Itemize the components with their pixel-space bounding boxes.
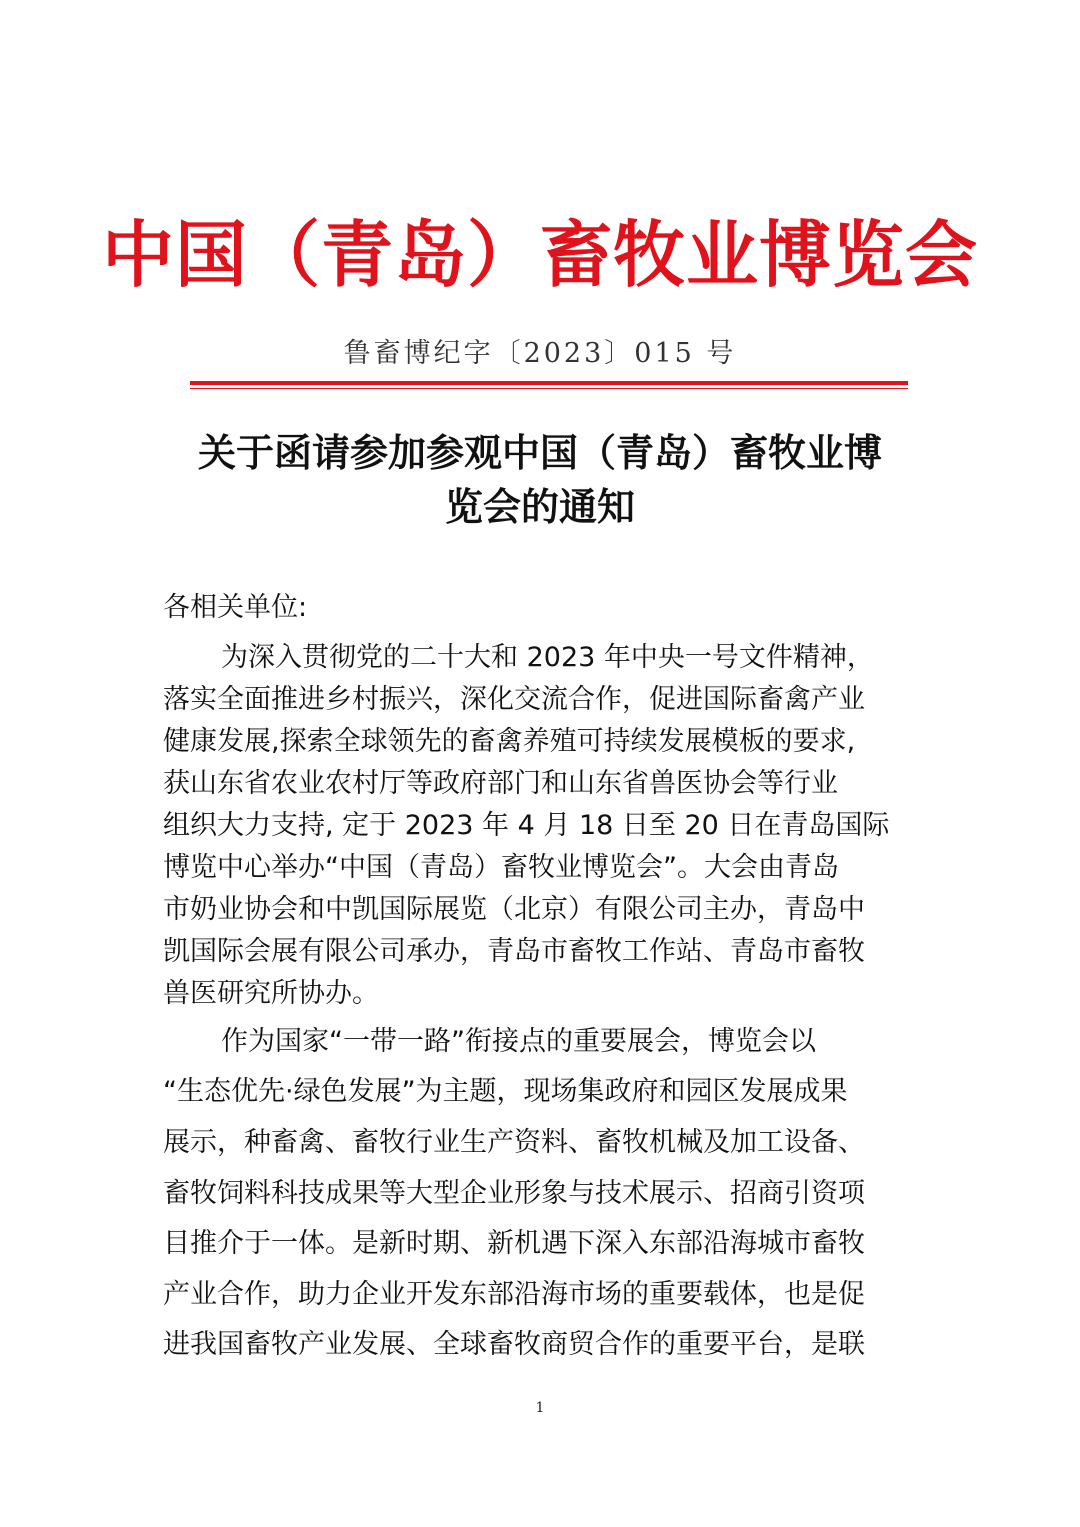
- red-divider-thick: [190, 381, 908, 385]
- body-line: 获山东省农业农村厅等政府部门和山东省兽医协会等行业: [163, 768, 838, 799]
- body-line: “生态优先·绿色发展”为主题，现场集政府和园区发展成果: [163, 1076, 848, 1107]
- red-header-title: 中国（青岛）畜牧业博览会: [101, 213, 978, 297]
- document-number: 鲁畜博纪字〔2023〕015 号: [343, 338, 737, 369]
- salutation: 各相关单位:: [163, 592, 308, 623]
- red-divider-thin: [190, 388, 908, 389]
- notice-title: [150, 426, 930, 534]
- body-line: 为深入贯彻党的二十大和 2023 年中央一号文件精神，: [221, 642, 874, 673]
- body-line: 博览中心举办“中国（青岛）畜牧业博览会”。大会由青岛: [163, 852, 839, 883]
- body-line: 作为国家“一带一路”衔接点的重要展会，博览会以: [221, 1026, 816, 1057]
- body-line: 凯国际会展有限公司承办，青岛市畜牧工作站、青岛市畜牧: [163, 936, 865, 967]
- body-line: 展示，种畜禽、畜牧行业生产资料、畜牧机械及加工设备、: [163, 1127, 865, 1158]
- body-line: 畜牧饲料科技成果等大型企业形象与技术展示、招商引资项: [163, 1178, 865, 1209]
- notice-title-line-1: 关于函请参加参观中国（青岛）畜牧业博: [197, 430, 882, 475]
- body-line: 进我国畜牧产业发展、全球畜牧商贸合作的重要平台，是联: [163, 1329, 865, 1360]
- body-line: 落实全面推进乡村振兴，深化交流合作，促进国际畜禽产业: [163, 684, 865, 715]
- body-line: 目推介于一体。是新时期、新机遇下深入东部沿海城市畜牧: [163, 1228, 865, 1259]
- body-line: 市奶业协会和中凯国际展览（北京）有限公司主办，青岛中: [163, 894, 865, 925]
- notice-title-line-2: 览会的通知: [444, 484, 635, 529]
- body-line: 产业合作，助力企业开发东部沿海市场的重要载体，也是促: [163, 1279, 865, 1310]
- page-number: 1: [535, 1400, 545, 1416]
- body-line: 健康发展,探索全球领先的畜禽养殖可持续发展模板的要求,: [163, 726, 856, 757]
- body-line: 组织大力支持, 定于 2023 年 4 月 18 日至 20 日在青岛国际: [163, 810, 890, 841]
- body-line: 兽医研究所协办。: [163, 978, 379, 1009]
